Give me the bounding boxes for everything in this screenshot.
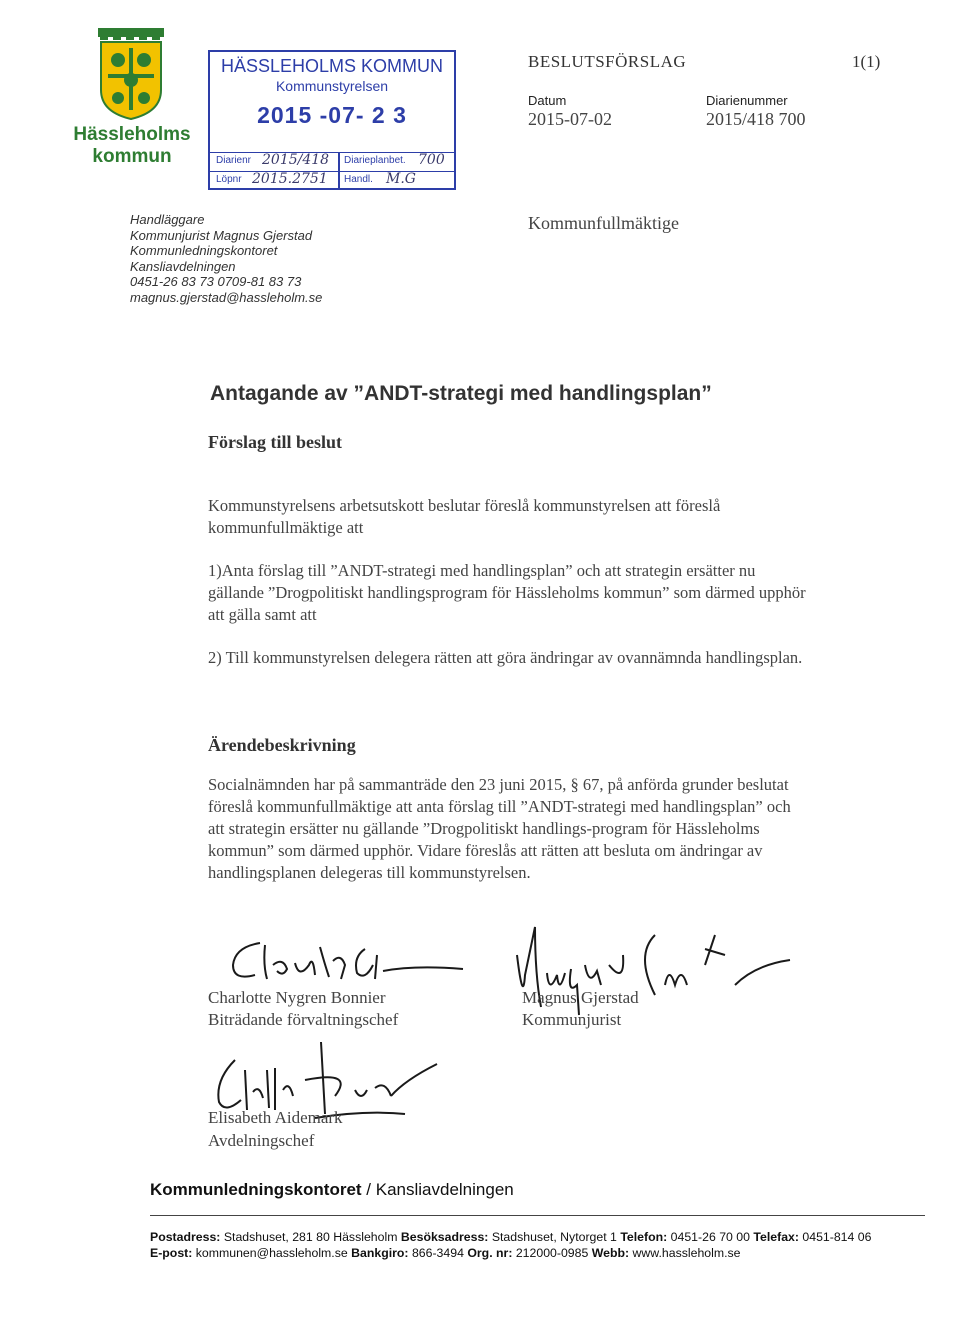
date-label: Datum [528, 93, 567, 108]
signatory-3-role: Avdelningschef [208, 1131, 315, 1150]
stamp-lopnr-label: Löpnr [216, 174, 242, 185]
recipient: Kommunfullmäktige [528, 213, 679, 233]
case-officer-phone: 0451-26 83 73 0709-81 83 73 [130, 274, 302, 289]
logo-text-line1: Hässleholms [73, 124, 191, 145]
webb-value: www.hassleholm.se [632, 1246, 741, 1260]
signatory-1-role: Biträdande förvaltningschef [208, 1010, 399, 1029]
description-text: Socialnämnden har på sammanträde den 23 juni 2015, § 67, på anförda grunder beslutat föreslå kommunfullmäktige att anta förslag till ”ANDT-strategi med handlingsplan” och att strategin ersätter nu gällande ”Drogpolitiskt handlings-program för Hässleholms kommun” som därmed upphör. Vidare föreslås att rätten att besluta om ändringar av handlingsplanen delegeras till kommunstyrelsen. [208, 775, 791, 882]
bankgiro-value: 866-3494 [411, 1246, 464, 1260]
stamp-handl-value: M.G [386, 171, 416, 187]
signatory-2-name: Magnus Gjerstad [522, 988, 639, 1007]
bankgiro-label: Bankgiro: [351, 1246, 409, 1260]
signature-charlotte [225, 935, 485, 990]
case-officer-email: magnus.gjerstad@hassleholm.se [130, 289, 323, 305]
received-stamp [208, 50, 456, 190]
stamp-diarieplanbet-label: Diarieplanbet. [344, 155, 406, 166]
diary-number-value: 2015/418 700 [706, 109, 806, 129]
stamp-lopnr-value: 2015.2751 [252, 171, 328, 187]
stamp-diarienr-label: Diarienr [216, 155, 252, 166]
section-heading-proposal: Förslag till beslut [208, 432, 342, 452]
epost-value: kommunen@hassleholm.se [195, 1246, 348, 1260]
stamp-row [210, 153, 454, 171]
logo-wordmark [62, 124, 202, 168]
proposal-intro: Kommunstyrelsens arbetsutskott beslutar föreslå kommunstyrelsen att föreslå kommunfullmäktige att [208, 496, 721, 537]
telefax-label: Telefax: [753, 1230, 799, 1244]
logo-text-line2: kommun [92, 146, 172, 167]
stamp-subtitle: Kommunstyrelsen [275, 78, 389, 94]
epost-label: E-post: [150, 1246, 193, 1260]
besoksadress-value: Stadshuset, Nytorget 1 [491, 1230, 617, 1244]
case-officer-name: Kommunjurist Magnus Gjerstad [130, 227, 313, 243]
webb-label: Webb: [591, 1246, 630, 1260]
case-officer-label: Handläggare [130, 212, 205, 227]
case-officer-office: Kommunledningskontoret [130, 243, 278, 258]
signatory-3-name: Elisabeth Aidemark [208, 1108, 343, 1127]
date-value: 2015-07-02 [528, 109, 612, 129]
stamp-title: HÄSSLEHOLMS KOMMUN [220, 56, 444, 76]
postadress-value: Stadshuset, 281 80 Hässleholm [223, 1230, 398, 1244]
stamp-grid [210, 152, 454, 189]
footer-contact-line-1 [150, 1230, 871, 1244]
orgnr-value: 212000-0985 [515, 1246, 589, 1260]
document-title: Antagande av ”ANDT-strategi med handlingsplan” [210, 382, 712, 405]
orgnr-label: Org. nr: [467, 1246, 513, 1260]
case-officer-unit: Kansliavdelningen [130, 258, 236, 274]
postadress-label: Postadress: [150, 1230, 221, 1244]
stamp-diarieplanbet-value: 700 [418, 152, 445, 168]
footer-department-rest: / Kansliavdelningen [361, 1180, 514, 1199]
footer-department [150, 1180, 514, 1200]
stamp-row [210, 171, 454, 190]
proposal-item-1: 1)Anta förslag till ”ANDT-strategi med handlingsplan” och att strategin ersätter nu gällande ”Drogpolitiskt handlingsprogram för Hässleholms kommun” som därmed upphör att gälla samt att [208, 561, 806, 624]
stamp-date: 2015 -07- 2 3 [257, 102, 407, 128]
besoksadress-label: Besöksadress: [400, 1230, 489, 1244]
stamp-diarienr-value: 2015/418 [262, 152, 330, 168]
signature-magnus [505, 915, 795, 1025]
footer-contact-line-2 [150, 1246, 741, 1260]
stamp-handl-label: Handl. [344, 174, 373, 185]
telefon-label: Telefon: [620, 1230, 668, 1244]
section-heading-description: Ärendebeskrivning [208, 735, 356, 755]
signatory-1-name: Charlotte Nygren Bonnier [208, 988, 386, 1007]
signatory-2-role: Kommunjurist [522, 1010, 622, 1029]
footer-divider [150, 1215, 925, 1216]
municipality-coat-of-arms [98, 28, 164, 120]
document-type: BESLUTSFÖRSLAG [528, 52, 687, 71]
diary-number-label: Diarienummer [706, 93, 788, 108]
footer-department-bold: Kommunledningskontoret [150, 1180, 362, 1199]
telefon-value: 0451-26 70 00 [670, 1230, 750, 1244]
case-officer-block [130, 212, 322, 305]
page-number: 1(1) [852, 52, 881, 71]
proposal-item-2: 2) Till kommunstyrelsen delegera rätten att göra ändringar av ovannämnda handlingsplan. [208, 648, 803, 667]
telefax-value: 0451-814 06 [802, 1230, 872, 1244]
